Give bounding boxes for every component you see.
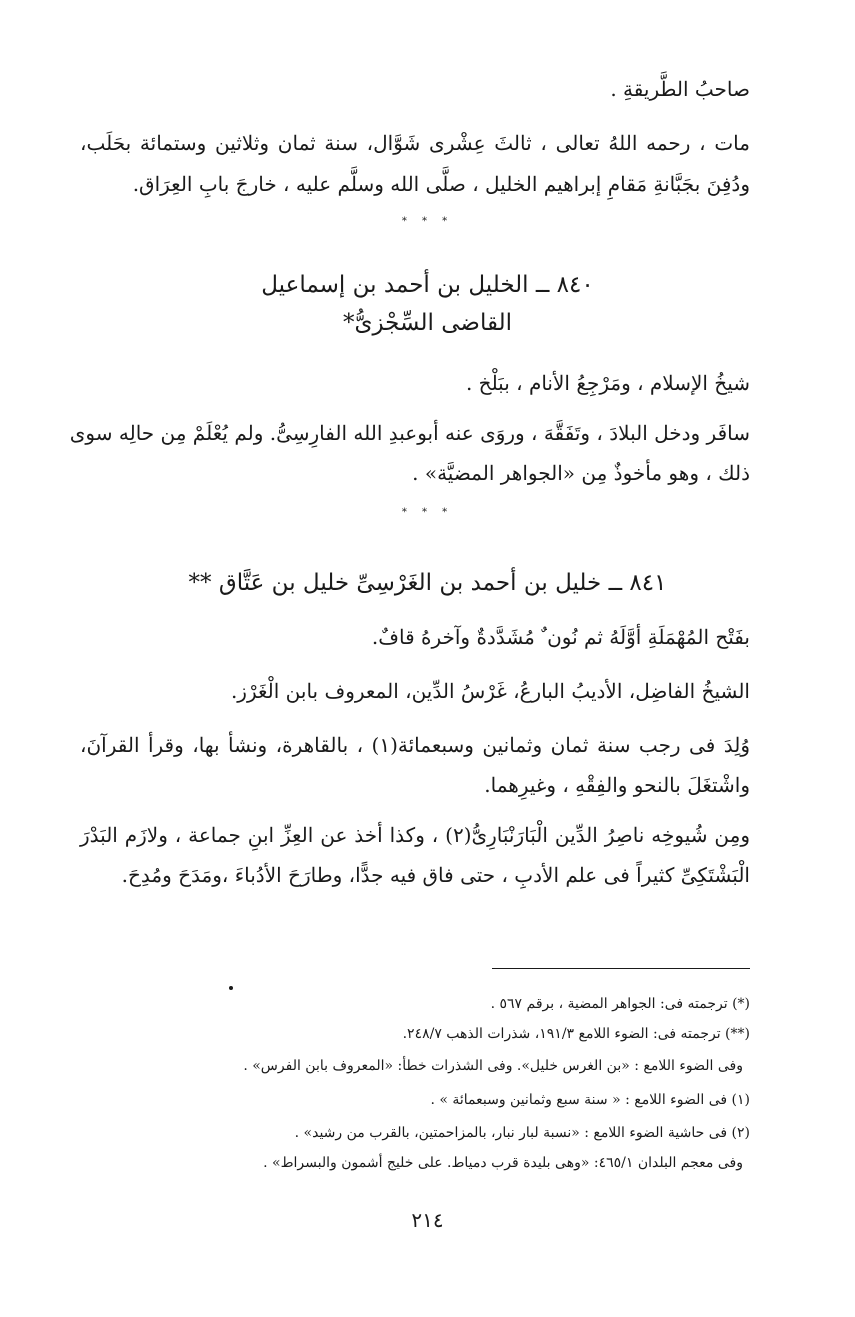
footnote-1: (*) ترجمته فى: الجواهر المضية ، برقم ٥٦٧ . bbox=[490, 996, 750, 1012]
page-number: ٢١٤ bbox=[411, 1208, 444, 1232]
text-line-3: ودُفِنَ بجَبَّانةِ مَقامِ إبراهيم الخليل ، صلَّى الله وسلَّم عليه ، خارجَ بابِ العِرَاق. bbox=[132, 172, 750, 196]
text-line-6: ذلك ، وهو مأخوذٌ مِن «الجواهر المضيَّة» . bbox=[412, 461, 750, 485]
footnote-3: (١) فى الضوء اللامع : « سنة سبع وثمانين وسبعمائة » . bbox=[430, 1092, 750, 1108]
text-line-5: سافَر ودخل البلادَ ، وتَفَقَّهَ ، وروَى عنه أبوعبدِ الله الفارِسِىُّ. ولم يُعْلَمْ مِن حالِه سوى bbox=[69, 421, 750, 445]
section-separator: * * * bbox=[401, 507, 454, 518]
ink-dot bbox=[229, 986, 233, 990]
text-line-7: بفَتْح المُهْمَلَةِ أوَّلَهُ ثم نُون ٌ مُشَدَّدةٌ وآخرهُ قافٌ. bbox=[371, 625, 750, 649]
text-line-4: شيخُ الإسلام ، ومَرْجِعُ الأنام ، ببَلْخ . bbox=[465, 371, 750, 395]
text-line-8: الشيخُ الفاضِل، الأديبُ البارعُ، غَرْسُ الدِّين، المعروف بابن الْغَرْز. bbox=[230, 679, 750, 703]
entry-heading-841: ٨٤١ ــ خليل بن أحمد بن الغَرْسِىِّ خليل بن عَتَّاق ** bbox=[188, 570, 667, 596]
section-separator: * * * bbox=[401, 216, 454, 227]
entry-heading-840: ٨٤٠ ــ الخليل بن أحمد بن إسماعيل bbox=[261, 272, 594, 298]
text-line-10: واشْتغَلَ بالنحو والفِقْهِ ، وغيرِهما. bbox=[484, 773, 750, 797]
text-line-9: وُلِدَ فى رجب سنة ثمان وثمانين وسبعمائة(١) ، بالقاهرة، ونشأ بها، وقرأ القرآنَ، bbox=[80, 733, 750, 757]
footnote-4: (٢) فى حاشية الضوء اللامع : «نسبة لبار نبار، بالمزاحمتين، بالقرب من رشيد» . bbox=[294, 1125, 750, 1141]
text-line-2: مات ، رحمه اللهُ تعالى ، ثالثَ عِشْرى شَوَّال، سنة ثمان وثلاثين وستمائة بحَلَب، bbox=[80, 131, 750, 155]
footnote-2-continued: وفى الضوء اللامع : «بن الغرس خليل». وفى الشذرات خطأ: «المعروف بابن الفرس» . bbox=[243, 1058, 743, 1074]
footnote-2: (**) ترجمته فى: الضوء اللامع ١٩١/٣، شذرات الذهب ٢٤٨/٧. bbox=[402, 1026, 750, 1042]
footnote-4-continued: وفى معجم البلدان ٤٦٥/١: «وهى بليدة قرب دمياط. على خليج أشمون والبسراط» . bbox=[263, 1155, 743, 1171]
text-line-1: صاحبُ الطَّريقةِ . bbox=[610, 77, 750, 101]
text-line-11: ومِن شُيوخِه ناصِرُ الدِّين الْبَارَنْبَارِىُّ(٢) ، وكذا أخذ عن العِزِّ ابنِ جماعة ، ولازَم البَدْرَ bbox=[80, 823, 750, 847]
entry-subheading-840: القاضى السِّجْزىُّ* bbox=[342, 310, 512, 336]
text-line-12: الْبَشْتَكِىِّ كثيراً فى علم الأدبِ ، حتى فاق فيه جدًّا، وطارَحَ الأدُباءَ ،ومَدَحَ ومُدِحَ. bbox=[121, 863, 750, 887]
footnote-rule bbox=[492, 968, 750, 969]
